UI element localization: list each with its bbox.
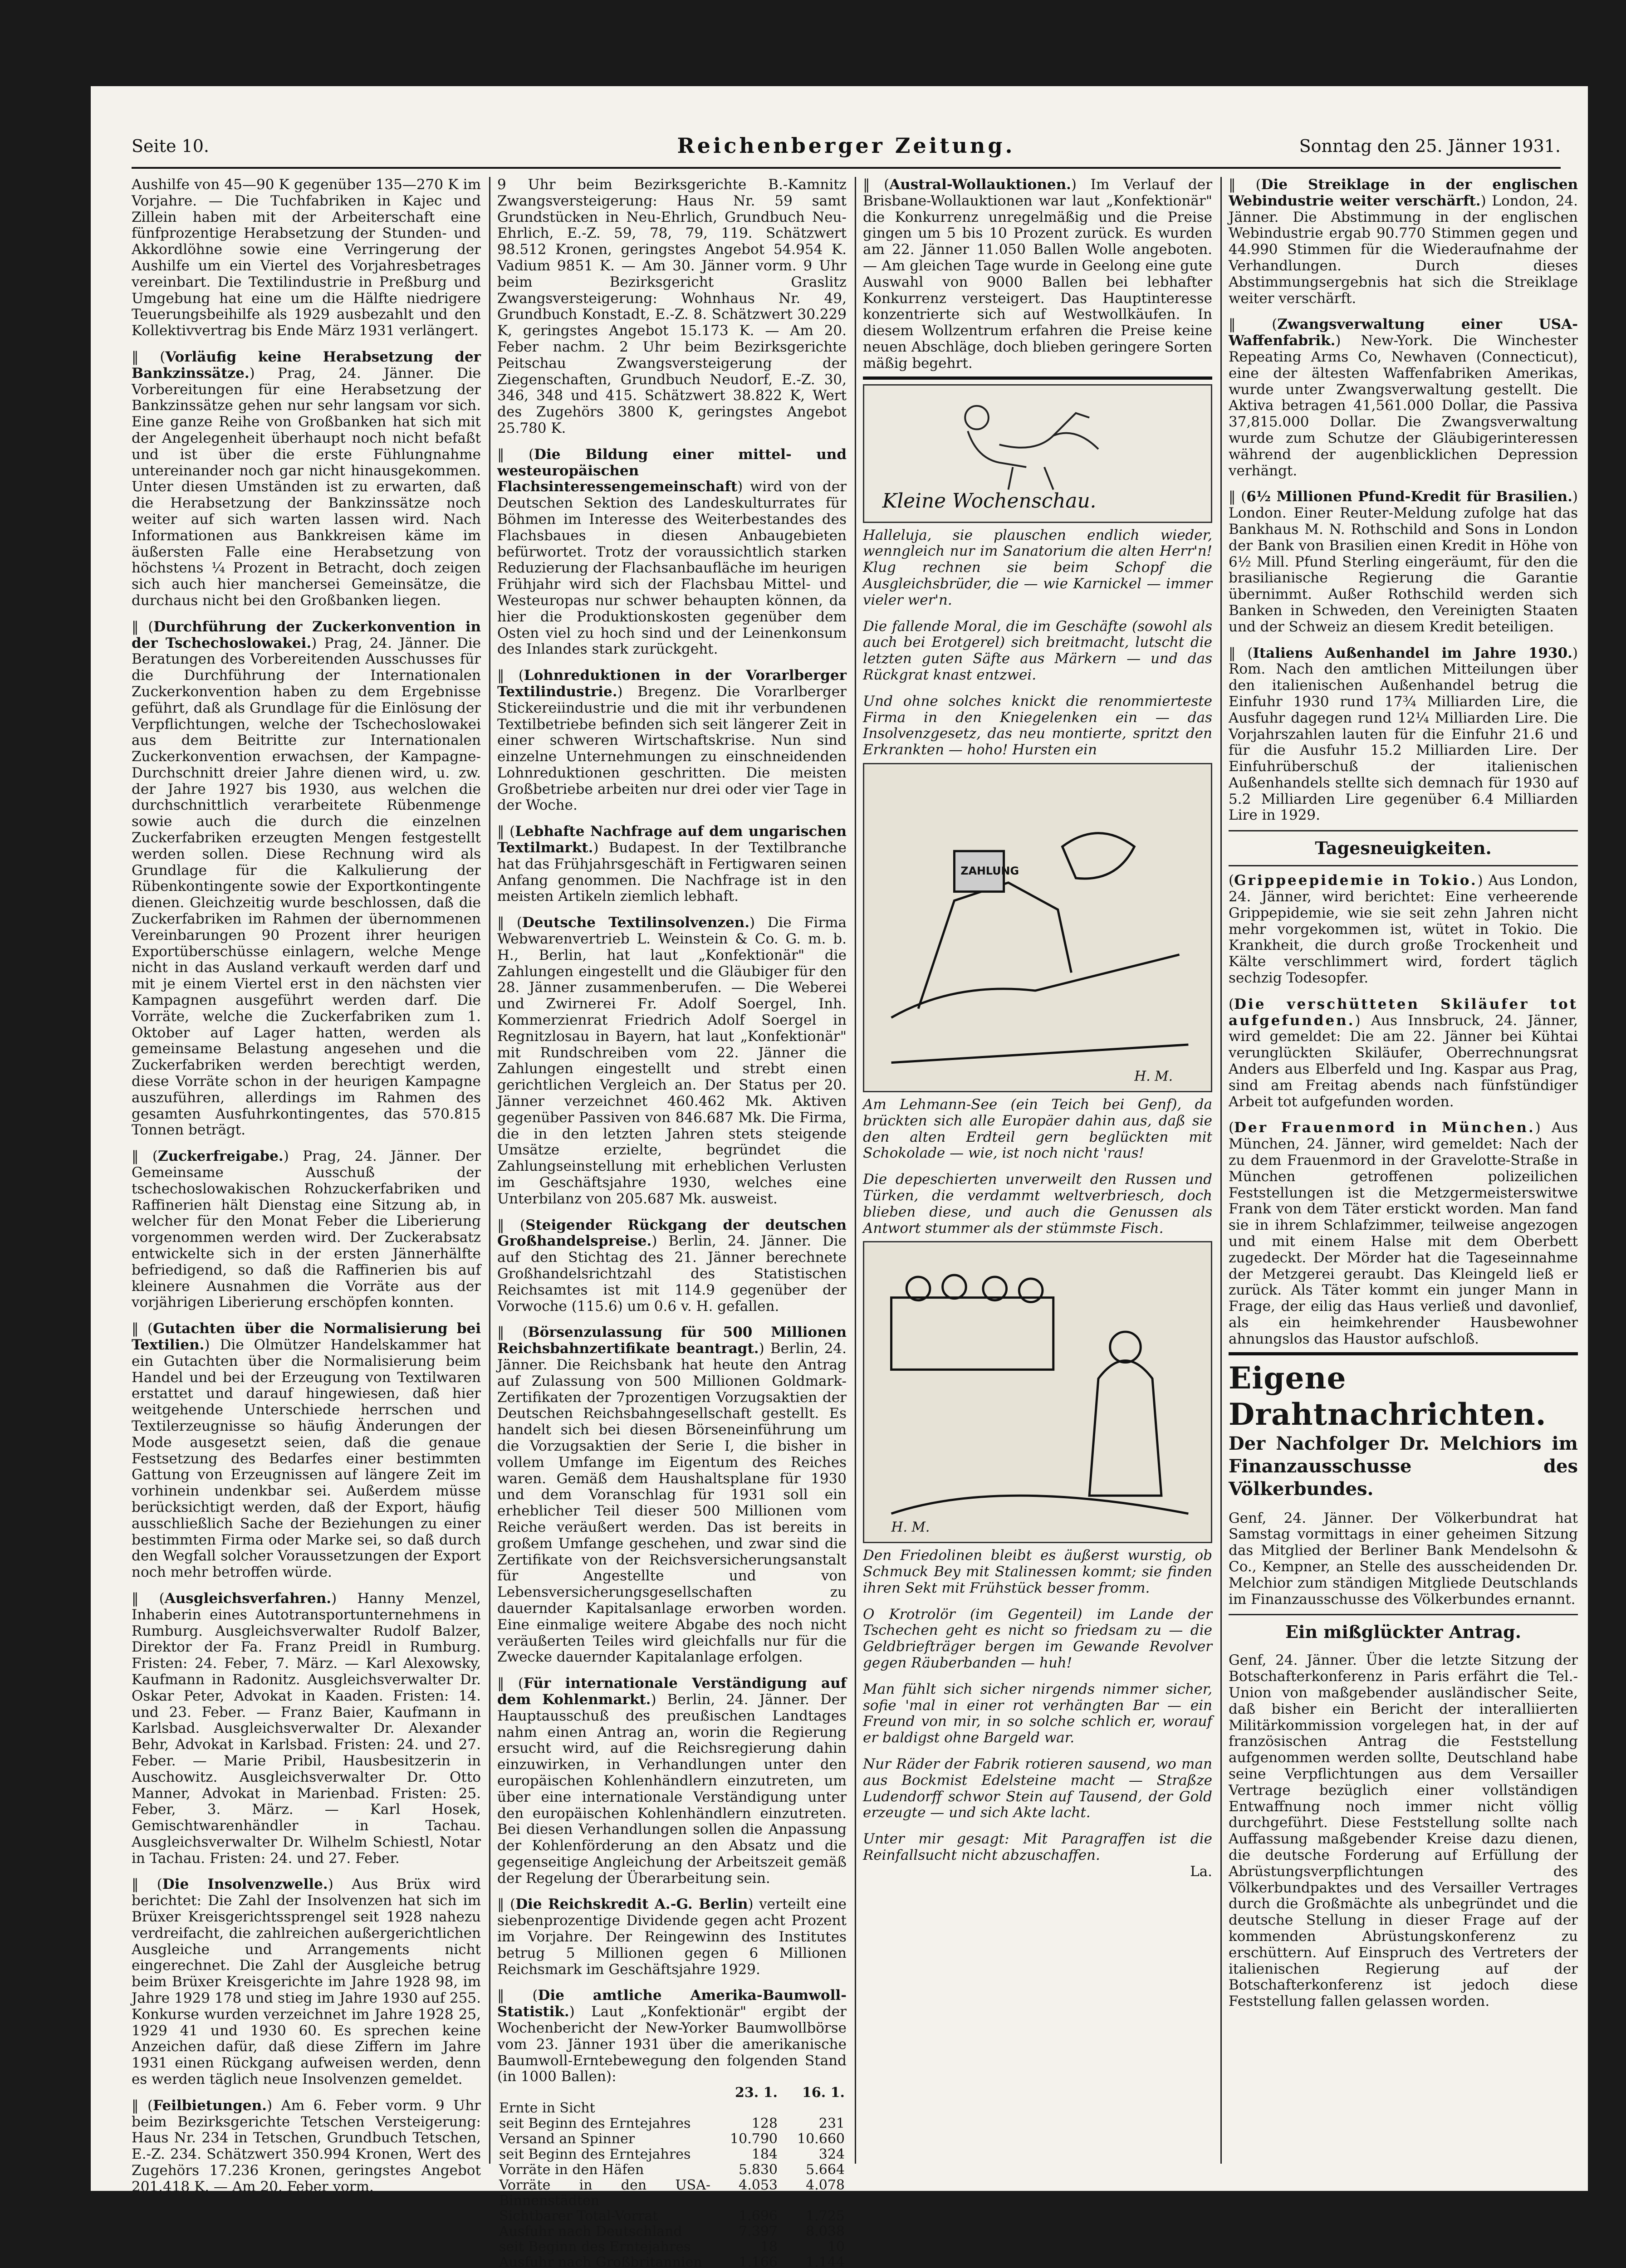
table-row: [497, 2239, 847, 2255]
article-body: Aus Brüx wird berichtet: Die Zahl der Insolvenzen hat sich im Brüxer Kreisgerichtssprengel seit 1928 nahezu verdreifacht, die zahlreichen außergerichtlichen Ausgleiche und Arrangements nicht eingerechnet. Die Zahl der Ausgleiche betrug beim Brüxer Kreisgerichte im Jahre 1928 98, im Jahre 1929 178 und stieg im Jahre 1930 auf 255. Konkurse wurden verzeichnet im Jahre 1928 25, 1929 41 und 1930 60. Es sprechen keine Anzeichen dafür, daß diese Ziffern im Jahre 1931 einen Rückgang aufweisen werden, denn es werden täglich neue Insolvenzen gemeldet.: [132, 1876, 481, 2088]
table-cell: 7.397: [739, 2224, 778, 2240]
article: ‖ (Die Streiklage in der englischen Webindustrie weiter verschärft.) London, 24. Jänner. Die Abstimmung in der englischen Webindustrie ergab 90.770 Stimmen gegen und 44.990 Stimmen für die Wiederaufnahme der Verhandlungen. Durch dieses Abstimmungsergebnis hat sich die Streiklage weiter verschärft.: [1229, 176, 1578, 307]
table-row: [497, 2101, 847, 2116]
column-divider: [489, 177, 490, 2164]
article-body: Prag, 24. Jänner. Die Beratungen des Vorbereitenden Ausschusses für die Durchführung der Internationalen Zuckerkonvention haben zu dem Ergebnisse geführt, daß als Grundlage für die Einlösung der Verpflichtungen, welche der Tschechoslowakei aus dem Beitritte zur Internationalen Zuckerkonvention erwachsen, der Kampagne-Durchschnitt dreier Jahre dienen wird, u. zw. der Jahre 1927 bis 1930, aus welchen die durchschnittlich verarbeitete Rübenmenge sowie auch die durch die einzelnen Zuckerfabriken erzeugten Mengen festgestellt werden sollen. Diese Rechnung wird als Grundlage für die Kalkulierung der Rübenkontingente sowie der Exportkontingente dienen. Gleichzeitig wurde beschlossen, daß die Zuckerfabriken im Rahmen der übernommenen Vereinbarungen 90 Prozent ihrer heurigen Exportüberschüsse einlagern, welche Menge nicht in das Ausland verkauft werden darf und mit je einem Viertel erst in den nächsten vier Kampagnen ausgeführt werden darf. Die Vorräte, welche die Zuckerfabriken zum 1. Oktober auf Lager hatten, werden als gemeinsame Belastung angesehen und die Zuckerfabriken werden berechtigt werden, diese Vorräte schon in der heurigen Kampagne auszuführen, allerdings im Rahmen des gesamten Ausfuhrkontingentes, das 570.815 Tonnen beträgt.: [132, 635, 481, 1139]
article-body: Aus London, 24. Jänner, wird berichtet: Eine verheerende Grippepidemie, wie sie seit zehn Jahren nicht mehr vorgekommen ist, wütet in Tokio. Die Krankheit, die durch große Trockenheit und Kälte verschlimmert wird, fordert täglich sechzig Todesopfer.: [1229, 872, 1578, 987]
table-cell: 5.664: [806, 2162, 845, 2178]
article-title: Italiens Außenhandel im Jahre 1930.: [1253, 645, 1572, 661]
table-cell: 10: [827, 2239, 845, 2255]
article-body: Genf, 24. Jänner. Der Völkerbundrat hat Samstag vormittags in einer geheimen Sitzung das Mitglied der Berliner Bank Mendelsohn & Co., Kempner, an Stelle des ausscheidenden Dr. Melchior zum ständigen Mitgliede Deutschlands im Finanzausschusse des Völkerbundes ernannt.: [1229, 1510, 1578, 1608]
table-cell: [712, 2101, 779, 2116]
article-title: Steigender Rückgang der deutschen Großhandelspreise.: [497, 1217, 847, 1250]
article-title: Börsenzulassung für 500 Millionen Reichsbahnzertifikate beantragt.: [497, 1324, 847, 1357]
table-row: [497, 2178, 847, 2209]
table-cell: [779, 2101, 847, 2116]
table-cell: 4.078: [806, 2177, 845, 2194]
table-header-cell: 23. 1.: [735, 2085, 778, 2101]
article-title: Austral-Wollauktionen.: [889, 176, 1071, 193]
table-cell: 5.830: [739, 2162, 778, 2178]
cartoon-illustration-1: [863, 763, 1212, 1092]
cartoon-signature: H. M.: [891, 1519, 930, 1535]
column-2: [497, 176, 847, 2268]
article: ‖ (Deutsche Textilinsolvenzen.) Die Firma Webwarenvertrieb L. Weinstein & Co. G. m. b. H., Berlin, hat laut „Konfektionär" die Zahlungen eingestellt und die Gläubiger für den 28. Jänner zusammenberufen. — Die Weberei und Zwirnerei Fr. Adolf Soergel, Inh. Kommerzienrat Friedrich Adolf Soergel in Regnitzlosau in Bayern, hat laut „Konfektionär" mit Rundschreiben vom 22. Jänner die Zahlungen eingestellt und strebt einen gerichtlichen Vergleich an. Der Status per 20. Jänner verzeichnet 460.462 Mk. Aktiven gegenüber Passiven von 846.687 Mk. Die Firma, die in den letzten Jahren stets steigende Umsätze erzielte, begründet die Zahlungseinstellung mit erheblichen Verlusten im Geschäftsjahre 1930, welches eine Unterbilanz von 205.687 Mk. ausweist.: [497, 914, 847, 1207]
table-cell: Ausfuhr nach Deutschland: [499, 2224, 682, 2240]
article-title: Für internationale Verständigung auf dem Kohlenmarkt.: [497, 1675, 847, 1708]
masthead: Reichenberger Zeitung.: [677, 133, 1015, 158]
article-title: Die Reichskredit A.-G. Berlin: [515, 1896, 748, 1913]
lead-text: 9 Uhr beim Bezirksgerichte B.-Kamnitz Zwangsversteigerung: Haus Nr. 59 samt Grundstücken in Neu-Ehrlich, Grundbuch Neu-Ehrlich, E.-Z. 59, 78, 79, 119. Schätzwert 98.512 Kronen, geringstes Angebot 54.954 K. Vadium 9851 K. — Am 30. Jänner vorm. 9 Uhr beim Bezirksgericht Graslitz Zwangsversteigerung: Wohnhaus Nr. 49, Grundbuch Konstadt, E.-Z. 8. Schätzwert 30.229 K, geringstes Angebot 15.173 K. — Am 20. Feber nachm. 2 Uhr beim Bezirksgerichte Peitschau Zwangsversteigerung der Ziegenschaften, Grundbuch Neudorf, E.-Z. 30, 346, 348 und 415. Schätzwert 38.822 K, Wert des Zugehörs 3800 K, geringstes Angebot 25.780 K.: [497, 176, 847, 436]
table-header-cell: 16. 1.: [802, 2085, 845, 2101]
article: ‖ (Italiens Außenhandel im Jahre 1930.) Rom. Nach den amtlichen Mitteilungen über den italienischen Außenhandel betrug die Einfuhr 1930 rund 17¾ Milliarden Lire, die Ausfuhr dagegen rund 12¼ Milliarden Lire. Die Vorjahrszahlen lauten für die Einfuhr 21.6 und für die Ausfuhr 15.2 Milliarden Lire. Der Einfuhrüberschuß der italienischen Außenhandels stellte sich demnach für 1930 auf 5.2 Milliarden Lire gegenüber 6.4 Milliarden Lire in 1929.: [1229, 645, 1578, 824]
cartoon-header-illustration: [863, 384, 1212, 523]
article: ‖ (Durchführung der Zuckerkonvention in der Tschechoslowakei.) Prag, 24. Jänner. Die Beratungen des Vorbereitenden Ausschusses für die Durchführung der Internationalen Zuckerkonvention haben zu dem Ergebnisse geführt, daß als Grundlage für die Einlösung der Verpflichtungen, welche der Tschechoslowakei aus dem Beitritte zur Internationalen Zuckerkonvention erwachsen, der Kampagne-Durchschnitt dreier Jahre dienen wird, u. zw. der Jahre 1927 bis 1930, aus welchen die durchschnittlich verarbeitete Rübenmenge sowie auch die durch die einzelnen Zuckerfabriken erzeugten Mengen festgestellt werden sollen. Diese Rechnung wird als Grundlage für die Kalkulierung der Rübenkontingente sowie der Exportkontingente dienen. Gleichzeitig wurde beschlossen, daß die Zuckerfabriken im Rahmen der übernommenen Vereinbarungen 90 Prozent ihrer heurigen Exportüberschüsse einlagern, welche Menge nicht in das Ausland verkauft werden darf und mit je einem Viertel erst in den nächsten vier Kampagnen ausgeführt werden darf. Die Vorräte, welche die Zuckerfabriken zum 1. Oktober auf Lager hatten, werden als gemeinsame Belastung angesehen und die Zuckerfabriken werden berechtigt werden, diese Vorräte schon in der heurigen Kampagne auszuführen, allerdings im Rahmen des gesamten Ausfuhrkontingentes, das 570.815 Tonnen beträgt.: [132, 618, 481, 1139]
page-number: Seite 10.: [132, 136, 209, 156]
article: ‖ (Für internationale Verständigung auf dem Kohlenmarkt.) Berlin, 24. Jänner. Der Hauptausschuß des preußischen Landtages nahm einen Antrag an, worin die Regierung ersucht wird, auf die Reichsregierung dahin einzuwirken, in Verhandlungen unter den europäischen Kohlenhändlern einzutreten, um über eine internationale Verständigung unter den europäischen Kohlenhändlern einzutreten. Bei diesen Verhandlungen sollen die Anpassung der Kohlenförderung an den Absatz und die gegenseitige Angleichung der Arbeitszeit gemäß der Regelung der Überarbeitung sein.: [497, 1675, 847, 1887]
verse: Den Friedolinen bleibt es äußerst wurstig, ob Schmuck Bey mit Stalinessen kommt; sie finden ihren Sekt mit Frühstück besser fromm.: [863, 1547, 1212, 1596]
article: ‖ (Zwangsverwaltung einer USA-Waffenfabrik.) New-York. Die Winchester Repeating Arms Co, Newhaven (Connecticut), eine der ältesten Waffenfabriken Amerikas, wurde unter Zwangsverwaltung gestellt. Die Aktiva betragen 41,561.000 Dollar, die Passiva 37,815.000 Dollar. Die Zwangsverwaltung wurde zum Schutze der Gläubigerinteressen während der augenblicklichen Depression verhängt.: [1229, 316, 1578, 479]
article: ‖ (Vorläufig keine Herabsetzung der Bankzinssätze.) Prag, 24. Jänner. Die Vorbereitungen für eine Herabsetzung der Bankzinssätze gehen nur sehr langsam vor sich. Eine ganze Reihe von Großbanken hat sich mit der Angelegenheit überhaupt noch nicht befaßt und ist über die erste Fühlungnahme untereinander noch gar nicht hinausgekommen. Unter diesen Umständen ist zu erwarten, daß die Herabsetzung der Bankzinssätze noch weiter auf sich warten lassen wird. Nach Informationen aus Bankkreisen käme im äußersten Falle eine Herabsetzung von höchstens ¼ Prozent in Betracht, doch zeigen sich auch hier manchersei Gemeinsätze, die durchaus nicht bei den Großbanken liegen.: [132, 348, 481, 609]
article: ‖ (Die Bildung einer mittel- und westeuropäischen Flachsinteressengemeinschaft) wird von der Deutschen Sektion des Landeskulturrates für Böhmen im Interesse des Weiterbestandes des Flachsbaues in diesen Anbaugebieten befürwortet. Trotz der voraussichtlich starken Reduzierung der Flachsanbaufläche im heurigen Frühjahr wird sich der Flachsbau Mittel- und Westeuropas nur schwer behaupten können, da hier die Produktionskosten gegenüber dem Osten viel zu hoch sind und der Leinenkonsum des Inlandes stark zurückgeht.: [497, 446, 847, 658]
cartoon-signature: H. M.: [1134, 1068, 1173, 1085]
table-row: [497, 2162, 847, 2178]
table-cell: 324: [818, 2146, 845, 2163]
table-cell: seit Beginn des Erntejahres: [499, 2239, 691, 2255]
article-body: Prag, 24. Jänner. Der Gemeinsame Ausschuß der tschechoslowakischen Rohzuckerfabriken und Raffinerien hält Dienstag eine Sitzung ab, in welcher für den Monat Feber die Liberierung vorgenommen werden wird. Der Zuckerabsatz entwickelte sich in der ersten Jännerhälfte befriedigend, so daß die Raffinerien bis auf kleinere Ausnahmen die Vorräte aus der vorjährigen Liberierung erschöpfen konnten.: [132, 1148, 481, 1311]
table-cell: 10.790: [730, 2131, 778, 2147]
article-title: Zwangsverwaltung einer USA-Waffenfabrik.: [1229, 316, 1578, 349]
verse: Unter mir gesagt: Mit Paragraffen ist die Reinfallsucht nicht abzuschaffen.: [863, 1831, 1212, 1864]
article: ‖ (Lohnreduktionen in der Vorarlberger Textilindustrie.) Bregenz. Die Vorarlberger Stickereiindustrie und die mit ihr verbundenen Textilbetriebe befinden sich seit längerer Zeit in einer schweren Wirtschaftskrise. Nun sind einzelne Unternehmungen zu einschneidenden Lohnreduktionen geschritten. Die meisten Großbetriebe arbeiten nur drei oder vier Tage in der Woche.: [497, 667, 847, 814]
article-body: New-York. Die Winchester Repeating Arms Co, Newhaven (Connecticut), eine der ältesten Waffenfabriken Amerikas, wurde unter Zwangsverwaltung gestellt. Die Aktiva betragen 41,561.000 Dollar, die Passiva 37,815.000 Dollar. Die Zwangsverwaltung wurde zum Schutze der Gläubigerinteressen während der augenblicklichen Depression verhängt.: [1229, 332, 1578, 479]
verse: Nur Räder der Fabrik rotieren sausend, wo man aus Bockmist Edelsteine macht — Straßze Ludendorff schwor Stein auf Tausend, der Gold erzeugte — und sich Akte lacht.: [863, 1756, 1212, 1821]
cartoon-illustration-2: [863, 1241, 1212, 1543]
table-cell: 10.660: [797, 2131, 845, 2147]
article-body: verteilt eine siebenprozentige Dividende gegen acht Prozent im Vorjahre. Der Reingewinn des Institutes betrug 5 Millionen gegen 6 Millionen Reichsmark im Geschäftsjahre 1929.: [497, 1896, 847, 1978]
article-title: Die Insolvenzwelle.: [162, 1876, 328, 1893]
conference-cartoon: [864, 1242, 1211, 1542]
table-cell: 8.038: [806, 2224, 845, 2240]
article-body: Aus Innsbruck, 24. Jänner, wird gemeldet: Die am 22. Jänner bei Kühtai verunglückten Skiläufer, Oberrechnungsrat Anders aus Elberfeld und Ing. Kaspar aus Prag, sind am Freitag abends nach fünfstündiger Arbeit tot aufgefunden worden.: [1229, 1012, 1578, 1110]
table-row: [497, 2147, 847, 2162]
article-body: London, 24. Jänner. Die Abstimmung in der englischen Webindustrie ergab 90.770 Stimmen gegen und 44.990 Stimmen für die Wiederaufnahme der Verhandlungen. Durch dieses Abstimmungsergebnis hat sich die Streiklage weiter verschärft.: [1229, 192, 1578, 307]
column-divider: [1220, 177, 1222, 2164]
article: ‖ (Austral-Wollauktionen.) Im Verlauf der Brisbane-Wollauktionen war laut „Konfektionär" die Konkurrenz unregelmäßig und die Preise gingen um 5 bis 10 Prozent zurück. Es wurden am 22. Jänner 11.050 Ballen Wolle angeboten. — Am gleichen Tage wurde in Geelong eine gute Auswahl von 9000 Ballen bei lebhafter Konkurrenz versteigert. Das Hauptinteresse konzentrierte sich auf Westwollkäufen. In diesem Wollzentrum erfahren die Preise keine neuen Abschläge, doch blieben geringere Sorten mäßig begehrt.: [863, 176, 1213, 371]
article-body: Berlin, 24. Jänner. Der Hauptausschuß des preußischen Landtages nahm einen Antrag an, worin die Regierung ersucht wird, auf die Reichsregierung dahin einzuwirken, in Verhandlungen unter den europäischen Kohlenhändlern einzutreten, um über eine internationale Verständigung unter den europäischen Kohlenhändlern einzutreten. Bei diesen Verhandlungen sollen die Anpassung der Kohlenförderung an den Absatz und die gegenseitige Angleichung der Arbeitszeit gemäß der Regelung der Überarbeitung sein.: [497, 1691, 847, 1887]
article-body: Hanny Menzel, Inhaberin eines Autotransportunternehmens in Rumburg. Ausgleichsverwalter Rudolf Balzer, Direktor der Fa. Franz Preidl in Rumburg. Fristen: 24. Feber, 7. März. — Karl Alexowsky, Kaufmann in Radonitz. Ausgleichsverwalter Dr. Oskar Peter, Advokat in Kaaden. Fristen: 14. und 23. Feber. — Franz Baier, Kaufmann in Karlsbad. Ausgleichsverwalter Dr. Alexander Behr, Advokat in Karlsbad. Fristen: 24. und 27. Feber. — Marie Pribil, Hausbesitzerin in Auschowitz. Ausgleichsverwalter Dr. Otto Manner, Advokat in Marienbad. Fristen: 25. Feber, 3. März. — Karl Hosek, Gemischtwarenhändler in Tachau. Ausgleichsverwalter Dr. Wilhelm Schiestl, Notar in Tachau. Fristen: 24. und 27. Feber.: [132, 1590, 481, 1867]
article: ‖ (Ausgleichsverfahren.) Hanny Menzel, Inhaberin eines Autotransportunternehmens in Rumburg. Ausgleichsverwalter Rudolf Balzer, Direktor der Fa. Franz Preidl in Rumburg. Fristen: 24. Feber, 7. März. — Karl Alexowsky, Kaufmann in Radonitz. Ausgleichsverwalter Dr. Oskar Peter, Advokat in Kaaden. Fristen: 14. und 23. Feber. — Franz Baier, Kaufmann in Karlsbad. Ausgleichsverwalter Dr. Alexander Behr, Advokat in Karlsbad. Fristen: 24. und 27. Feber. — Marie Pribil, Hausbesitzerin in Auschowitz. Ausgleichsverwalter Dr. Otto Manner, Advokat in Marienbad. Fristen: 25. Feber, 3. März. — Karl Hosek, Gemischtwarenhändler in Tachau. Ausgleichsverwalter Dr. Wilhelm Schiestl, Notar in Tachau. Fristen: 24. und 27. Feber.: [132, 1590, 481, 1867]
insolvency-cartoon: [864, 764, 1211, 1091]
verse: Man fühlt sich sicher nirgends nimmer sicher, sofie 'mal in einer rot verhängten Bar — ein Freund von mir, in so solche schlich er, worauf er baldigst ohne Bargeld war.: [863, 1681, 1212, 1746]
article-title: Deutsche Textilinsolvenzen.: [522, 914, 750, 931]
article-body: Berlin, 24. Jänner. Die auf den Stichtag des 21. Jänner berechnete Großhandelsrichtzahl des Statistischen Reichsamtes ist mit 114.9 gegenüber der Vorwoche (115.6) um 0.6 v. H. gefallen.: [497, 1233, 847, 1315]
verse: Die depeschierten unverweilt den Russen und Türken, die verdammt weltverbriesch, doch blieben diese, und auch die Genussen als Antwort stummer als der stümmste Fisch.: [863, 1171, 1212, 1237]
article: ‖ (Gutachten über die Normalisierung bei Textilien.) Die Olmützer Handelskammer hat ein Gutachten über die Normalisierung beim Handel und bei der Erzeugung von Textilwaren erstattet und darauf hingewiesen, daß hier weitgehende Unterschiede herrschen und Textilerzeugnisse so häufig Änderungen der Mode ausgesetzt seien, daß die genaue Festsetzung des Bedarfes einer bestimmten Gattung von Erzeugnissen auf längere Zeit im vorhinein undenkbar sei. Außerdem müsse berücksichtigt werden, daß der Export, häufig ausschließlich Sache der Beziehungen zu einer bestimmten Firma oder Marke sei, so daß durch den Wegfall solcher Voraussetzungen der Export noch mehr betroffen würde.: [132, 1320, 481, 1581]
verse: Die fallende Moral, die im Geschäfte (sowohl als auch bei Erotgerel) sich breitmacht, lutscht die letzten guten Säfte aus Märkern — und das Rückgrat knast entzwei.: [863, 618, 1212, 683]
table-row: [497, 2116, 847, 2131]
article: (Der Frauenmord in München.) Aus München, 24. Jänner, wird gemeldet: Nach der zu dem Frauenmord in der Gravelotte-Straße in München getroffenen polizeilichen Feststellungen ist die Metzgermeisterswitwe Frank von dem Täter erstickt worden. Man fand sie in ihrem Schlafzimmer, teilweise angezogen und mit einem Halse mit dem Oberbett zugedeckt. Der Mörder hat die Tageseinnahme der Metzgerei geraubt. Das Kleingeld ließ er zurück. Als Täter kommt ein junger Mann in Frage, der eilig das Haus verließ und davonlief, als ein heimkehrender Hausbewohner ahnungslos das Haustor aufschloß.: [1229, 1119, 1578, 1347]
article-body: Bregenz. Die Vorarlberger Stickereiindustrie und die mit ihr verbundenen Textilbetriebe befinden sich seit längerer Zeit in einer schweren Wirtschaftskrise. Nun sind einzelne Unternehmungen zu einschneidenden Lohnreduktionen geschritten. Die meisten Großbetriebe arbeiten nur drei oder vier Tage in der Woche.: [497, 683, 847, 814]
table-cell: Ausfuhr nach Großbritannien: [499, 2254, 702, 2268]
table-header-cell: [497, 2085, 712, 2101]
cartoon-title: Kleine Wochenschau.: [882, 489, 1097, 513]
article: ‖ (Feilbietungen.) Am 6. Feber vorm. 9 Uhr beim Bezirksgerichte Tetschen Versteigerung: Haus Nr. 234 in Tetschen, Grundbuch Tetschen, E.-Z. 234. Schätzwert 350.994 Kronen, Wert des Zugehörs 17.236 Kronen, geringstes Angebot 201.418 K. — Am 20. Feber vorm.: [132, 2097, 481, 2195]
article-title: Zuckerfreigabe.: [158, 1148, 284, 1165]
article-body: Am 6. Feber vorm. 9 Uhr beim Bezirksgerichte Tetschen Versteigerung: Haus Nr. 234 in Tetschen, Grundbuch Tetschen, E.-Z. 234. Schätzwert 350.994 Kronen, Wert des Zugehörs 17.236 Kronen, geringstes Angebot 201.418 K. — Am 20. Feber vorm.: [132, 2097, 481, 2195]
article: ‖ (Zuckerfreigabe.) Prag, 24. Jänner. Der Gemeinsame Ausschuß der tschechoslowakischen Rohzuckerfabriken und Raffinerien hält Dienstag eine Sitzung ab, in welcher für den Monat Feber die Liberierung vorgenommen werden wird. Der Zuckerabsatz entwickelte sich in der ersten Jännerhälfte befriedigend, so daß die Raffinerien bis auf kleinere Ausnahmen die Vorräte aus der vorjährigen Liberierung erschöpfen konnten.: [132, 1148, 481, 1311]
table-cell: 184: [751, 2146, 778, 2163]
article-headline: Ein mißglückter Antrag.: [1285, 1622, 1521, 1642]
table-cell: 18: [760, 2239, 778, 2255]
verse: Und ohne solches knickt die renommierteste Firma in den Kniegelenken ein — das Insolvenzgesetz, das neu montierte, spritzt den Erkrankten — hoho! Hursten ein: [863, 693, 1212, 758]
verse: O Krotrolör (im Gegenteil) im Lande der Tschechen geht es nicht so friedsam zu — die Geldbriefträger bergen im Gewande Revolver gegen Räuberbanden — huh!: [863, 1606, 1212, 1672]
table-row: [497, 2255, 847, 2268]
article-headline: Der Nachfolger Dr. Melchiors im Finanzausschusse des Völkerbundes.: [1229, 1432, 1578, 1500]
article-body: Berlin, 24. Jänner. Die Reichsbank hat heute den Antrag auf Zulassung von 500 Millionen Goldmark-Zertifikaten der 7prozentigen Vorzugsaktien der Deutschen Reichsbahngesellschaft gestellt. Es handelt sich bei diesen Börseneinführung um die Vorzugsaktien der Serie I, die bisher in vollem Umfange im Eigentum des Reiches waren. Gemäß dem Haushaltsplane für 1930 und dem Voranschlag für 1931 soll ein erheblicher Teil dieser 500 Millionen vom Reiche veräußert werden. Das ist bereits in großem Umfange geschehen, und zwar sind die Zertifikate von der Reichsversicherungsanstalt für Angestellte und von Lebensversicherungsgesellschaften zu dauernder Kapitalsanlage erworben worden. Eine einmalige weitere Abgabe des noch nicht veräußerten Teiles wird gleichfalls nur für die Zwecke dauernder Kapitalanlage erfolgen.: [497, 1340, 847, 1666]
article-title: Ausgleichsverfahren.: [164, 1590, 332, 1607]
article: ‖ (Lebhafte Nachfrage auf dem ungarischen Textilmarkt.) Budapest. In der Textilbranche hat das Frühjahrsgeschäft in Fertigwaren seinen Anfang genommen. Die Nachfrage ist in den meisten Artikeln ziemlich lebhaft.: [497, 823, 847, 905]
article: ‖ (Die Reichskredit A.-G. Berlin) verteilt eine siebenprozentige Dividende gegen acht Prozent im Vorjahre. Der Reingewinn des Institutes betrug 5 Millionen gegen 6 Millionen Reichsmark im Geschäftsjahre 1929.: [497, 1896, 847, 1978]
article-title: Vorläufig keine Herabsetzung der Bankzinssätze.: [132, 348, 481, 381]
article-title: Lohnreduktionen in der Vorarlberger Textilindustrie.: [497, 667, 847, 700]
table-cell: Vorräte in den Häfen: [499, 2162, 644, 2178]
article-body: London. Einer Reuter-Meldung zufolge hat das Bankhaus M. N. Rothschild and Sons in London der Bank von Brasilien einen Kredit in Höhe von 6½ Mill. Pfund Sterling eingeräumt, für den die brasilianische Regierung die Garantie übernimmt. Außer Rothschild werden sich Banken in Schweden, den Vereinigten Staaten und der Schweiz an diesem Kredit beteiligen.: [1229, 505, 1578, 635]
article: ‖ (Börsenzulassung für 500 Millionen Reichsbahnzertifikate beantragt.) Berlin, 24. Jänner. Die Reichsbank hat heute den Antrag auf Zulassung von 500 Millionen Goldmark-Zertifikaten der 7prozentigen Vorzugsaktien der Deutschen Reichsbahngesellschaft gestellt. Es handelt sich bei diesen Börseneinführung um die Vorzugsaktien der Serie I, die bisher in vollem Umfange im Eigentum des Reiches waren. Gemäß dem Haushaltsplane für 1930 und dem Voranschlag für 1931 soll ein erheblicher Teil dieser 500 Millionen vom Reiche veräußert werden. Das ist bereits in großem Umfange geschehen, und zwar sind die Zertifikate von der Reichsversicherungsanstalt für Angestellte und von Lebensversicherungsgesellschaften zu dauernder Kapitalsanlage erworben worden. Eine einmalige weitere Abgabe des noch nicht veräußerten Teiles wird gleichfalls nur für die Zwecke dauernder Kapitalanlage erfolgen.: [497, 1324, 847, 1666]
poem-signature: La.: [1190, 1863, 1212, 1880]
table-row: [497, 2131, 847, 2147]
column-3: [863, 177, 1212, 2164]
table-cell: 1.144: [806, 2254, 845, 2268]
section-heading-drahtnachrichten: Eigene Drahtnachrichten.: [1229, 1360, 1547, 1432]
article: ‖ (Die amtliche Amerika-Baumwoll-Statistik.) Laut „Konfektionär" ergibt der Wochenbericht der New-Yorker Baumwollbörse vom 23. Jänner 1931 über die amerikanische Baumwoll-Erntebewegung den folgenden Stand (in 1000 Ballen):: [497, 1987, 847, 2085]
table-cell: Sichtbarer Total-Vorrat: [499, 2208, 658, 2224]
article-title: Gutachten über die Normalisierung bei Textilien.: [132, 1320, 481, 1353]
column-1: [132, 176, 481, 2195]
article-title: Die amtliche Amerika-Baumwoll-Statistik.: [497, 1987, 847, 2020]
article-title: Die Streiklage in der englischen Webindustrie weiter verschärft.: [1229, 176, 1578, 209]
article: (Die verschütteten Skiläufer tot aufgefunden.) Aus Innsbruck, 24. Jänner, wird gemeldet: Die am 22. Jänner bei Kühtai verunglückten Skiläufer, Oberrechnungsrat Anders aus Elberfeld und Ing. Kaspar aus Prag, sind am Freitag abends nach fünfstündiger Arbeit tot aufgefunden worden.: [1229, 996, 1578, 1110]
article-body: Die Firma Webwarenvertrieb L. Weinstein & Co. G. m. b. H., Berlin, hat laut „Konfektionär" die Zahlungen eingestellt und die Gläubiger für den 28. Jänner zusammenberufen. — Die Weberei und Zwirnerei Fr. Adolf Soergel, Inh. Kommerzienrat Friedrich Adolf Soergel in Regnitzlosau in Bayern, hat laut „Konfektionär" mit Rundschreiben vom 22. Jänner die Zahlungen eingestellt und strebt einen gerichtlichen Vergleich an. Der Status per 20. Jänner verzeichnet 460.462 Mk. Aktiven gegenüber Passiven von 846.687 Mk. Die Firma, die in den letzten Jahren stets steigende Umsätze erzielte, begründet die Zahlungseinstellung mit erheblichen Verlusten im Geschäftsjahre 1930, welches eine Unterbilanz von 205.687 Mk. ausweist.: [497, 914, 847, 1207]
table-cell: seit Beginn des Erntejahres: [499, 2116, 691, 2132]
page-header: [132, 133, 1561, 163]
article-body: Prag, 24. Jänner. Die Vorbereitungen für eine Herabsetzung der Bankzinssätze gehen nur sehr langsam vor sich. Eine ganze Reihe von Großbanken hat sich mit der Angelegenheit überhaupt noch nicht befaßt und ist über die erste Fühlungnahme untereinander noch gar nicht hinausgekommen. Unter diesen Umständen ist zu erwarten, daß die Herabsetzung der Bankzinssätze noch weiter auf sich warten lassen wird. Nach Informationen aus Bankkreisen käme im äußersten Falle eine Herabsetzung von höchstens ¼ Prozent in Betracht, doch zeigen sich auch hier manchersei Gemeinsätze, die durchaus nicht bei den Großbanken liegen.: [132, 365, 481, 609]
newspaper-page: [91, 86, 1588, 2268]
cartoon-sign-label: ZAHLUNG: [960, 864, 1019, 877]
header-rule: [132, 167, 1561, 169]
article-body: wird von der Deutschen Sektion des Landeskulturrates für Böhmen im Interesse des Weiterbestandes des Flachsbaues in diesen Anbaugebieten befürwortet. Trotz der voraussichtlich starken Reduzierung der Flachsanbaufläche im heurigen Frühjahr wird sich der Flachsbau Mittel- und Westeuropas nur schwer behaupten können, da hier die Produktionskosten gegenüber dem Osten viel zu hoch sind und der Leinenkonsum des Inlandes stark zurückgeht.: [497, 479, 847, 658]
article-title: Durchführung der Zuckerkonvention in der Tschechoslowakei.: [132, 618, 481, 651]
table-cell: 231: [818, 2116, 845, 2132]
article-body: Die Olmützer Handelskammer hat ein Gutachten über die Normalisierung beim Handel und bei der Erzeugung von Textilwaren erstattet und darauf hingewiesen, daß hier weitgehende Unterschiede herrschen und Textilerzeugnisse so häufig Änderungen der Mode ausgesetzt seien, daß die genaue Festsetzung des Bedarfes einer bestimmten Gattung von Erzeugnissen auf längere Zeit im vorhinein undenkbar sei. Außerdem müsse berücksichtigt werden, daß der Export, häufig ausschließlich Sache der Beziehungen zu einer bestimmten Firma oder Marke sei, so daß durch den Wegfall solcher Voraussetzungen der Export noch mehr betroffen würde.: [132, 1336, 481, 1581]
section-rule: [863, 376, 1212, 380]
table-cell: 4.053: [739, 2177, 778, 2194]
article: ‖ (Die Insolvenzwelle.) Aus Brüx wird berichtet: Die Zahl der Insolvenzen hat sich im Brüxer Kreisgerichtssprengel seit 1928 nahezu verdreifacht, die zahlreichen außergerichtlichen Ausgleiche und Arrangements nicht eingerechnet. Die Zahl der Ausgleiche betrug beim Brüxer Kreisgerichte im Jahre 1928 98, im Jahre 1929 178 und stieg im Jahre 1930 auf 255. Konkurse wurden verzeichnet im Jahre 1928 25, 1929 41 und 1930 60. Es sprechen keine Anzeichen dafür, daß diese Ziffern im Jahre 1931 einen Rückgang aufweisen werden, denn es werden täglich neue Insolvenzen gemeldet.: [132, 1876, 481, 2088]
table-cell: 1.696: [739, 2208, 778, 2224]
article-body: Aus München, 24. Jänner, wird gemeldet: Nach der zu dem Frauenmord in der Gravelotte-Straße in München getroffenen polizeilichen Feststellungen ist die Metzgermeisterswitwe Frank von dem Täter erstickt worden. Man fand sie in ihrem Schlafzimmer, teilweise angezogen und mit einem Halse mit dem Oberbett zugedeckt. Der Mörder hat die Tageseinnahme der Metzgerei geraubt. Das Kleingeld ließ er zurück. Als Täter kommt ein junger Mann in Frage, der eilig das Haus verließ und davonlief, als ein heimkehrender Hausbewohner ahnungslos das Haustor aufschloß.: [1229, 1119, 1578, 1347]
article: ‖ (6½ Millionen Pfund-Kredit für Brasilien.) London. Einer Reuter-Meldung zufolge hat das Bankhaus M. N. Rothschild and Sons in London der Bank von Brasilien einen Kredit in Höhe von 6½ Mill. Pfund Sterling eingeräumt, für den die brasilianische Regierung die Garantie übernimmt. Außer Rothschild werden sich Banken in Schweden, den Vereinigten Staaten und der Schweiz an diesem Kredit beteiligen.: [1229, 489, 1578, 635]
article: ‖ (Steigender Rückgang der deutschen Großhandelspreise.) Berlin, 24. Jänner. Die auf den Stichtag des 21. Jänner berechnete Großhandelsrichtzahl des Statistischen Reichsamtes ist mit 114.9 gegenüber der Vorwoche (115.6) um 0.6 v. H. gefallen.: [497, 1217, 847, 1315]
table-row: [497, 2224, 847, 2239]
table-row: [497, 2209, 847, 2224]
table-body: [497, 2101, 847, 2268]
column-4: [1229, 177, 1578, 2164]
article-body: Laut „Konfektionär" ergibt der Wochenbericht der New-Yorker Baumwollbörse vom 23. Jänner 1931 über die amerikanische Baumwoll-Erntebewegung den folgenden Stand (in 1000 Ballen):: [497, 2004, 847, 2085]
table-cell: Vorräte in den USA-Binnenstädten: [499, 2177, 710, 2209]
table-cell: Versand an Spinner: [499, 2131, 635, 2147]
article-body: Im Verlauf der Brisbane-Wollauktionen war laut „Konfektionär" die Konkurrenz unregelmäßig und die Preise gingen um 5 bis 10 Prozent zurück. Es wurden am 22. Jänner 11.050 Ballen Wolle angeboten. — Am gleichen Tage wurde in Geelong eine gute Auswahl von 9000 Ballen bei lebhafter Konkurrenz versteigert. Das Hauptinteresse konzentrierte sich auf Westwollkäufen. In diesem Wollzentrum erfahren die Preise keine neuen Abschläge, doch blieben geringere Sorten mäßig begehrt.: [863, 176, 1213, 371]
article-body: Budapest. In der Textilbranche hat das Frühjahrsgeschäft in Fertigwaren seinen Anfang genommen. Die Nachfrage ist in den meisten Artikeln ziemlich lebhaft.: [497, 840, 847, 905]
cotton-statistics-table: [497, 2085, 847, 2268]
article-title: Grippeepidemie in Tokio.: [1234, 872, 1478, 889]
verse: Am Lehmann-See (ein Teich bei Genf), da brückten sich alle Europäer dahin aus, daß sie den alten Erdteil gern beglückten mit Schokolade — wie, ist noch nicht 'raus!: [863, 1096, 1212, 1162]
verse: Halleluja, sie plauschen endlich wieder, wenngleich nur im Sanatorium die alten Herr'n! Klug rechnen sie beim Schopf die Ausgleichsbrüder, die — wie Karnickel — immer vieler wer'n.: [863, 527, 1212, 608]
issue-date: Sonntag den 25. Jänner 1931.: [1299, 136, 1561, 156]
article-title: Der Frauenmord in München.: [1234, 1119, 1535, 1136]
rider-illustration: [864, 386, 1211, 522]
lead-text: Aushilfe von 45—90 K gegenüber 135—270 K im Vorjahre. — Die Tuchfabriken in Kajec und Zillein haben mit der Arbeiterschaft eine fünfprozentige Herabsetzung der Stunden- und Akkordlöhne sowie eine Verringerung der Aushilfe um ein Viertel des Vorjahresbetrages vereinbart. Die Textilindustrie in Preßburg und Umgebung hat eine um die Hälfte niedrigere Teuerungsbeihilfe als 1929 ausbezahlt und den Kollektivvertrag bis Ende März 1931 verlängert.: [132, 176, 481, 339]
section-heading-tagesneuigkeiten: Tagesneuigkeiten.: [1315, 838, 1492, 859]
table-cell: Ernte in Sicht: [499, 2100, 595, 2116]
article-title: 6½ Millionen Pfund-Kredit für Brasilien.: [1246, 489, 1572, 505]
table-cell: 1.725: [806, 2208, 845, 2224]
article-body: Genf, 24. Jänner. Über die letzte Sitzung der Botschafterkonferenz in Paris erfährt die Tel.-Union von maßgebender ausländischer Seite, daß bisher ein Bericht der interalliierten Militärkommission vorgelegen hat, in der auf französischen Antrag die Feststellung aufgenommen werden sollte, Deutschland habe seine Verpflichtungen aus dem Versailler Vertrage bezüglich einer vollständigen Entwaffnung noch immer nicht völlig durchgeführt. Diese Feststellung sollte nach Auffassung maßgebender Kreise dazu dienen, die deutsche Forderung auf Erfüllung der Abrüstungsverpflichtungen des Völkerbundpaktes und des Versailler Vertrages durch die Großmächte als unbegründet und die deutsche Stellung in dieser Frage auf der kommenden Abrüstungskonferenz zu erschüttern. Auf Einspruch des Vertreters der italienischen Regierung auf der Botschafterkonferenz ist jedoch diese Feststellung fallen gelassen worden.: [1229, 1652, 1578, 2010]
column-divider: [855, 177, 856, 2164]
table-cell: seit Beginn des Erntejahres: [499, 2146, 691, 2163]
table-cell: 128: [751, 2116, 778, 2132]
table-header-row: [497, 2085, 847, 2101]
article-body: Rom. Nach den amtlichen Mitteilungen über den italienischen Außenhandel betrug die Einfuhr 1930 rund 17¾ Milliarden Lire, die Ausfuhr dagegen rund 12¼ Milliarden Lire. Die Vorjahrszahlen lauten für die Einfuhr 21.6 und für die Ausfuhr 15.2 Milliarden Lire. Der Einfuhrüberschuß der italienischen Außenhandels stellte sich demnach für 1930 auf 5.2 Milliarden Lire gegenüber 6.4 Milliarden Lire in 1929.: [1229, 661, 1578, 824]
article: (Grippeepidemie in Tokio.) Aus London, 24. Jänner, wird berichtet: Eine verheerende Grippepidemie, wie sie seit zehn Jahren nicht mehr vorgekommen ist, wütet in Tokio. Die Krankheit, die durch große Trockenheit und Kälte verschlimmert wird, fordert täglich sechzig Todesopfer.: [1229, 872, 1578, 987]
article-title: Die Bildung einer mittel- und westeuropäischen Flachsinteressengemeinschaft: [497, 446, 847, 495]
article-title: Lebhafte Nachfrage auf dem ungarischen Textilmarkt.: [497, 823, 847, 856]
article-title: Feilbietungen.: [153, 2097, 267, 2114]
table-cell: 1.166: [739, 2254, 778, 2268]
article-title: Die verschütteten Skiläufer tot aufgefunden.: [1229, 996, 1578, 1029]
